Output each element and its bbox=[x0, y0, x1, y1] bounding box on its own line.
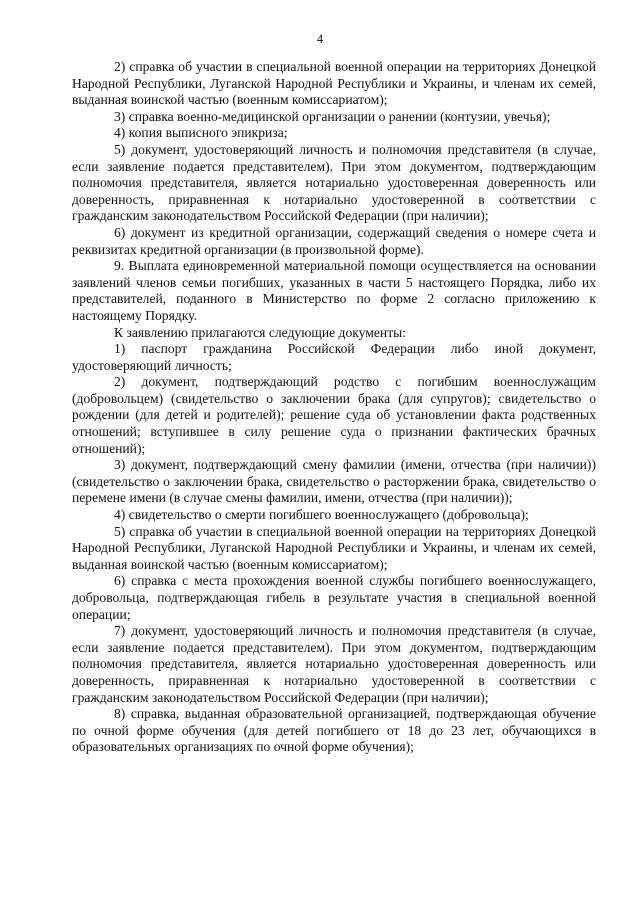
paragraph: 4) копия выписного эпикриза; bbox=[114, 125, 288, 141]
paragraph: 9. Выплата единовременной материальной помощи осуществляется на основании заявлений членов семьи погибших, указанных в части 5 настоящего Порядка, либо их представителей, поданного в Министерство по форме 2 согласно приложению к настоящему Порядку. bbox=[72, 258, 596, 323]
paragraph: 5) справка об участии в специальной военной операции на территориях Донецкой Народной Республики, Луганской Народной Республики и Украины, и членам их семей, выданная воинской частью (военным комиссариатом); bbox=[72, 523, 596, 572]
paragraph: 1) паспорт гражданина Российской Федерации либо иной документ, удостоверяющий личность; bbox=[72, 341, 596, 373]
paragraph: 2) справка об участии в специальной военной операции на территориях Донецкой Народной Республики, Луганской Народной Республики и Украины, и членам их семей, выданная воинской частью (военным комиссариатом); bbox=[72, 59, 596, 108]
paragraph: 5) документ, удостоверяющий личность и полномочия представителя (в случае, если заявление подается представителем). При этом документом, подтверждающим полномочия представителя, является нотариально удостоверенная доверенность или доверенность, приравненная к нотариально удостоверенной в соответствии с гражданским законодательством Российской Федерации (при наличии); bbox=[72, 141, 596, 224]
paragraph: 3) документ, подтверждающий смену фамилии (имени, отчества (при наличии)) (свидетельство о заключении брака, свидетельство о расторжении брака, свидетельство о перемене имени (в случае смены фамилии, имени, отчества (при наличии)); bbox=[72, 457, 596, 506]
paragraph: К заявлению прилагаются следующие документы: bbox=[114, 324, 407, 340]
page-number: 4 bbox=[316, 32, 324, 46]
paragraph: 7) документ, удостоверяющий личность и полномочия представителя (в случае, если заявление подается представителем). При этом документом, подтверждающим полномочия представителя, является нотариально удостоверенная доверенность или доверенность, приравненная к нотариально удостоверенной в соответствии с гражданским законодательством Российской Федерации (при наличии); bbox=[72, 623, 596, 705]
paragraph: 4) свидетельство о смерти погибшего военнослужащего (добровольца); bbox=[114, 507, 529, 523]
paragraph: 3) справка военно-медицинской организации о ранении (контузии, увечья); bbox=[114, 108, 551, 124]
paragraph: 2) документ, подтверждающий родство с погибшим военнослужащим (добровольцем) (свидетельство о заключении брака (для супругов); свидетельство о рождении (для детей и родителей); решение суда об установлении факта родственных отношений; вступившее в силу решение суда о признании фактических брачных отношений); bbox=[72, 374, 596, 456]
paragraph: 6) справка с места прохождения военной службы погибшего военнослужащего, добровольца, подтверждающая гибель в результате участия в специальной военной операции; bbox=[72, 573, 596, 622]
document-body bbox=[72, 59, 596, 756]
paragraph: 8) справка, выданная образовательной организацией, подтверждающая обучение по очной форме обучения (для детей погибшего от 18 до 23 лет, обучающихся в образовательных организациях по очной форме обучения); bbox=[72, 706, 596, 755]
paragraph: 6) документ из кредитной организации, содержащий сведения о номере счета и реквизитах кредитной организации (в произвольной форме). bbox=[72, 224, 596, 257]
